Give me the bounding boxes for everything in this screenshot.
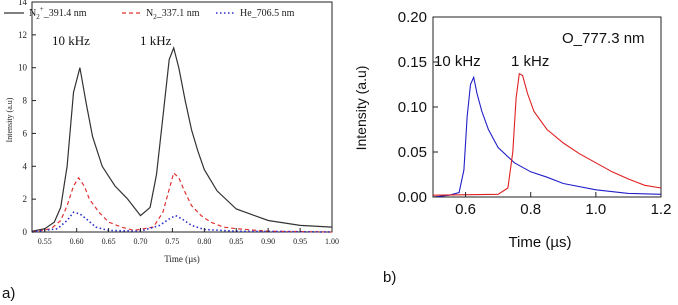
panel-b-y-axis-label: Intensity (a.u) — [353, 65, 369, 151]
panel-a-x-tick-label: 0.60 — [69, 237, 84, 246]
panel-b-chart — [353, 9, 671, 251]
panel-a-y-tick-label: 2 — [22, 194, 27, 205]
panel-a-x-tick-label: 0.55 — [37, 237, 52, 246]
panel-a-x-tick-label: 0.70 — [133, 237, 148, 246]
panel-b-x-axis-label: Time (µs) — [508, 234, 572, 251]
panel-a-y-tick-label: 8 — [22, 95, 27, 106]
panel-a-series-group — [32, 48, 332, 232]
panel-b-x-tick-label: 1.0 — [585, 201, 607, 218]
panel-b-y-tick-label: 0.00 — [397, 189, 427, 206]
panel-b-annotation-1khz: 1 kHz — [511, 53, 550, 70]
panel-a-chart — [4, 0, 339, 264]
panel-b-series-line-1 — [433, 77, 661, 197]
panel-a-y-tick-label: 4 — [22, 161, 27, 172]
panel-a-label: a) — [2, 285, 16, 302]
panel-a-y-tick-label: 0 — [22, 227, 27, 237]
panel-b-y-tick-label: 0.05 — [397, 144, 427, 161]
panel-a-x-tick-label: 0.85 — [229, 237, 244, 246]
panel-a-x-tick-label: 0.65 — [101, 237, 116, 246]
panel-b-annotation-10khz: 10 kHz — [434, 53, 481, 70]
panel-a-x-axis-label: Time (µs) — [164, 254, 200, 264]
panel-a-y-tick-label: 14 — [18, 0, 27, 7]
panel-a-x-tick-label: 0.75 — [165, 237, 180, 246]
panel-a-series-line-1 — [32, 48, 332, 231]
panel-a-legend — [4, 5, 295, 21]
panel-b-y-tick-label: 0.15 — [397, 54, 427, 71]
panel-b-series-group — [433, 74, 661, 197]
panel-a-x-tick-label: 0.95 — [293, 237, 308, 246]
panel-b-x-tick-label: 0.6 — [455, 201, 477, 218]
panel-b-label: b) — [383, 269, 397, 286]
panel-a-x-tick-label: 0.90 — [261, 237, 276, 246]
panel-b-y-tick-label: 0.20 — [397, 9, 427, 26]
panel-a-y-tick-label: 12 — [18, 29, 27, 40]
panel-b-x-tick-label: 1.2 — [650, 201, 672, 218]
panel-b-title: O_777.3 nm — [562, 30, 645, 47]
legend-label-n2plus: $N_2^+\_391.4$ nm — [29, 5, 87, 21]
panel-a-y-tick-label: 6 — [22, 128, 27, 139]
panel-a-x-tick-label: 0.80 — [197, 237, 212, 246]
panel-a-x-tick-label: 1.00 — [325, 237, 339, 246]
panel-b-x-tick-label: 0.8 — [520, 201, 542, 218]
legend-label-n2: $N_2\_337.1$ nm — [146, 8, 200, 21]
panel-a-annotation-10khz: 10 kHz — [52, 33, 90, 48]
legend-label-he: He_706.5 nm — [240, 8, 295, 19]
panel-a-annotation-1khz: 1 kHz — [140, 33, 172, 48]
panel-a-y-tick-label: 10 — [18, 62, 27, 73]
panel-a-y-axis-label: Intensity (a.u) — [5, 97, 14, 143]
panel-b-y-tick-label: 0.10 — [397, 99, 427, 116]
